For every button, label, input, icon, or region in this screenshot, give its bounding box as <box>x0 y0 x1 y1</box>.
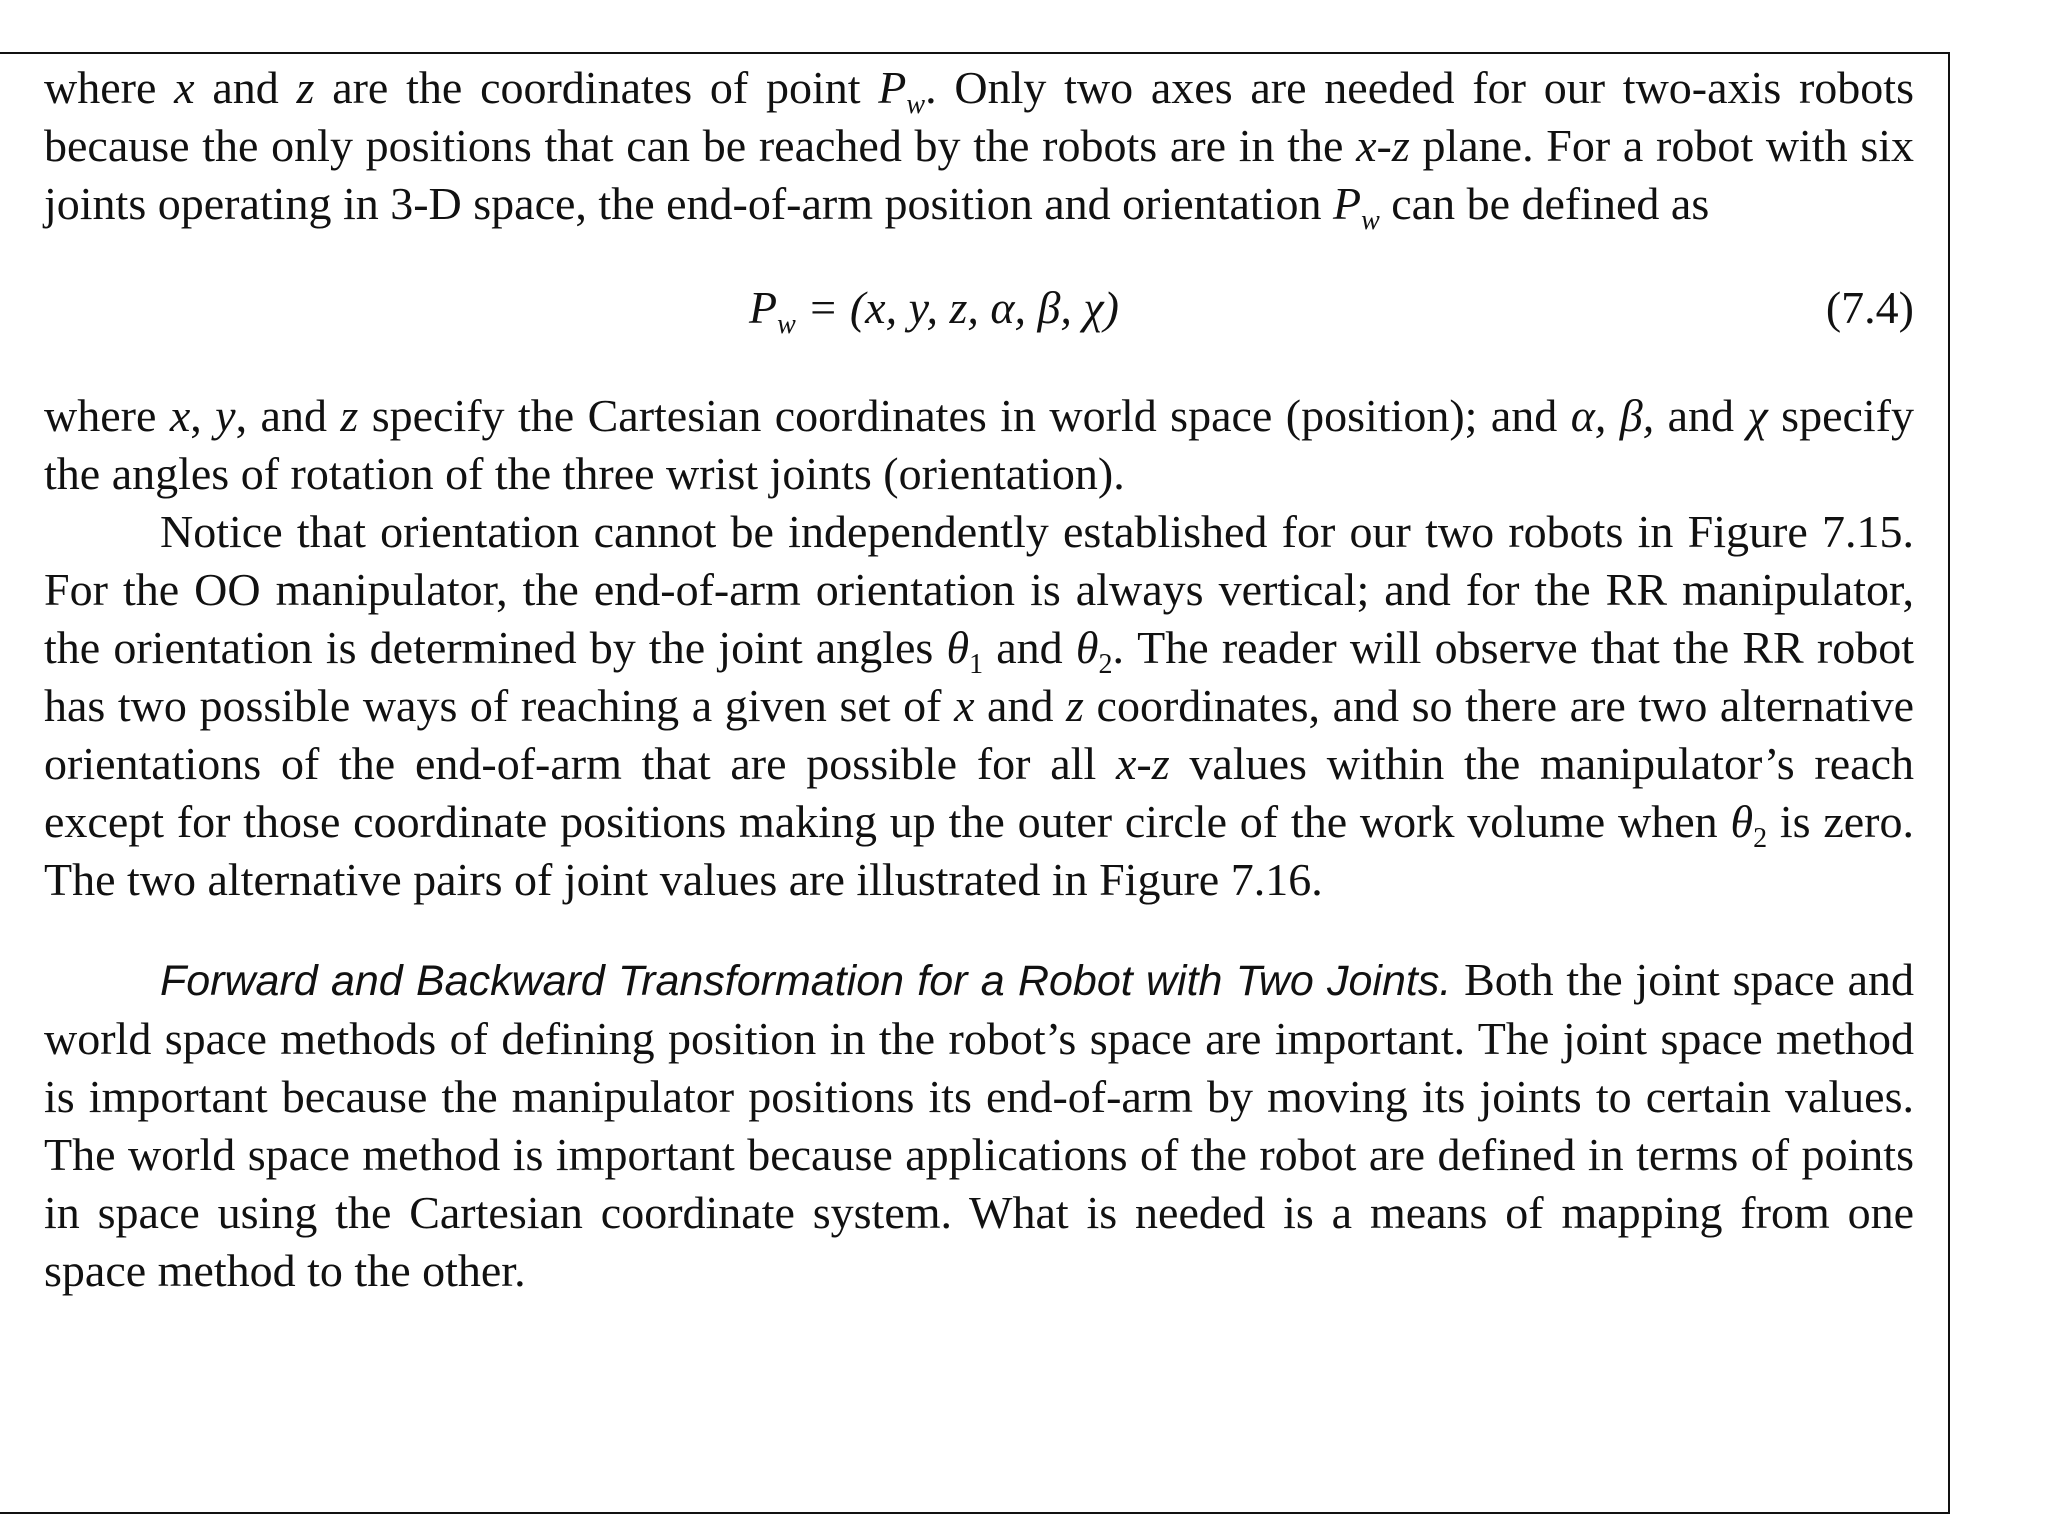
text-run: . Only two axes are needed for our two-axis robots because the only positions that can be reached by the robots are in the <box>44 62 1914 171</box>
variable-y: y <box>215 390 236 441</box>
equation-7-4 <box>44 279 1914 340</box>
variable-P: P <box>1332 178 1362 229</box>
text-run: and <box>1654 390 1748 441</box>
subscript-1: 1 <box>969 649 984 680</box>
variable-z: z <box>296 62 315 113</box>
text-run: and <box>974 680 1067 731</box>
equation-body <box>749 279 1119 340</box>
equation-rhs: = (x, y, z, α, β, χ) <box>795 282 1119 333</box>
text-run: coordinates, and so there are two alternative orientations of the end-of-arm that are possible for all <box>44 680 1914 789</box>
text-run: , <box>190 390 216 441</box>
variable-theta: θ <box>1075 622 1099 673</box>
equation-lhs-subscript: w <box>777 309 796 340</box>
paragraph-4 <box>44 951 1914 1300</box>
text-run: Both the joint space and world space methods of defining position in the robot’s space are important. The joint space method is important because the manipulator positions its end-of-arm by moving its joints to certain values. The world space method is important because applications of the robot are defined in terms of points in space using the Cartesian coordinate system. What is needed is a means of mapping from one space method to the other. <box>44 954 1914 1296</box>
subscript-2: 2 <box>1753 823 1768 854</box>
variable-x-z: x-z <box>1356 120 1410 171</box>
equation-number: (7.4) <box>1825 282 1914 333</box>
subscript-w: w <box>906 89 926 120</box>
greek-alpha-beta: α, β, <box>1570 390 1655 441</box>
run-in-heading: Forward and Backward Transformation for a Robot with Two Joints. <box>160 957 1452 1005</box>
variable-P: P <box>878 62 907 113</box>
variable-x-z: x-z <box>1116 738 1170 789</box>
paragraph-3 <box>44 503 1914 909</box>
subscript-w: w <box>1361 205 1380 236</box>
text-run: can be defined as <box>1379 178 1710 229</box>
variable-x: x <box>174 62 195 113</box>
variable-x: x <box>169 390 191 441</box>
page-frame <box>0 52 1950 1514</box>
text-run: specify the angles of rotation of the three wrist joints (orientation). <box>44 390 1914 499</box>
subscript-2: 2 <box>1098 649 1113 680</box>
text-run: and <box>194 62 297 113</box>
text-run: values within the manipulator’s reach except for those coordinate positions making up the outer circle of the work volume when <box>44 738 1914 847</box>
text-run: Notice that orientation cannot be independently established for our two robots in Figure 7.15. For the OO manipulator, the end-of-arm orientation is always vertical; and for the RR manipulator, the orientation is determined by the joint angles <box>44 506 1914 673</box>
variable-theta: θ <box>1730 796 1754 847</box>
text-run: where <box>44 62 175 113</box>
paragraph-2 <box>44 387 1914 503</box>
text-run: , and <box>235 390 341 441</box>
text-run: where <box>44 390 170 441</box>
equation-lhs-P: P <box>749 282 778 333</box>
text-run: and <box>983 622 1076 673</box>
text-run: is zero. The two alternative pairs of joint values are illustrated in Figure 7.16. <box>44 796 1915 905</box>
variable-z: z <box>340 390 359 441</box>
text-run: plane. For a robot with six joints operating in 3-D space, the end-of-arm position and orientation <box>44 120 1914 229</box>
text-run: specify the Cartesian coordinates in world space (position); and <box>358 390 1571 441</box>
section-gap <box>44 909 1914 951</box>
document-body <box>44 59 1914 1300</box>
paragraph-1 <box>44 59 1914 236</box>
variable-x: x <box>954 680 975 731</box>
variable-theta: θ <box>946 622 970 673</box>
text-run: are the coordinates of point <box>314 62 879 113</box>
greek-chi: χ <box>1747 390 1768 441</box>
text-run: . The reader will observe that the RR robot has two possible ways of reaching a given set of <box>44 622 1914 731</box>
variable-z: z <box>1066 680 1084 731</box>
